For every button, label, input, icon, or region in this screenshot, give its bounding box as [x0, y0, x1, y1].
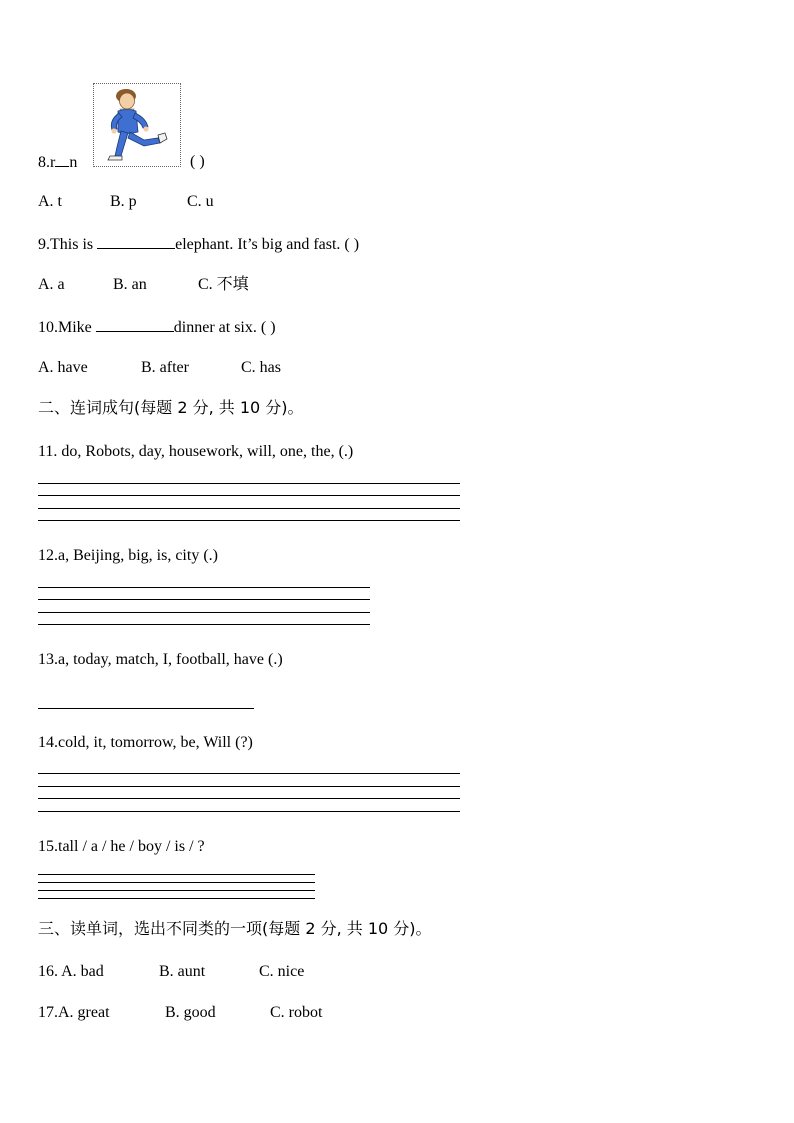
q16-option-c[interactable]: C. nice: [259, 963, 305, 980]
q10-option-b[interactable]: B. after: [141, 359, 189, 376]
q17-option-c[interactable]: C. robot: [270, 1004, 323, 1021]
question-12: 12.a, Beijing, big, is, city (.): [38, 547, 218, 564]
q10-options: [38, 358, 281, 378]
q10-blank[interactable]: [96, 317, 174, 332]
q17-option-a[interactable]: 17.A. great: [38, 1004, 110, 1021]
q8-suffix: n: [69, 154, 78, 171]
question-14: 14.cold, it, tomorrow, be, Will (?): [38, 734, 253, 751]
q9-blank[interactable]: [97, 234, 175, 249]
q10-suffix: dinner at six. ( ): [173, 319, 276, 336]
q9-option-c[interactable]: C. 不填: [198, 276, 249, 293]
section-2-title: 二、连词成句(每题 2 分, 共 10 分)。: [38, 398, 304, 417]
question-11: 11. do, Robots, day, housework, will, one, the, (.): [38, 443, 354, 460]
question-17: [38, 1003, 322, 1023]
q8-option-b[interactable]: B. p: [110, 193, 137, 210]
q8-prefix: 8.r: [38, 154, 56, 171]
q8-blank[interactable]: [55, 152, 69, 167]
q9-options: [38, 275, 249, 295]
question-16: [38, 962, 304, 982]
question-10: [38, 317, 276, 338]
question-15: 15.tall / a / he / boy / is / ?: [38, 838, 205, 855]
section-3-title: 三、读单词，选出不同类的一项(每题 2 分, 共 10 分)。: [38, 919, 432, 938]
q8-option-a[interactable]: A. t: [38, 193, 62, 210]
running-boy-icon: [94, 84, 180, 166]
q9-option-a[interactable]: A. a: [38, 276, 65, 293]
q10-option-a[interactable]: A. have: [38, 359, 88, 376]
q9-suffix: elephant. It’s big and fast. ( ): [175, 236, 360, 253]
q8-options: [38, 192, 214, 212]
q16-option-a[interactable]: 16. A. bad: [38, 963, 104, 980]
q9-prefix: 9.This is: [38, 236, 94, 253]
q9-option-b[interactable]: B. an: [113, 276, 147, 293]
q10-option-c[interactable]: C. has: [241, 359, 281, 376]
running-boy-picture: [93, 83, 181, 167]
question-9: [38, 234, 359, 255]
q17-option-b[interactable]: B. good: [165, 1004, 216, 1021]
question-13: 13.a, today, match, I, football, have (.): [38, 651, 283, 668]
q8-option-c[interactable]: C. u: [187, 193, 214, 210]
q10-prefix: 10.Mike: [38, 319, 92, 336]
question-8: [38, 152, 77, 173]
q16-option-b[interactable]: B. aunt: [159, 963, 206, 980]
q8-answer-paren[interactable]: ( ): [190, 153, 205, 170]
